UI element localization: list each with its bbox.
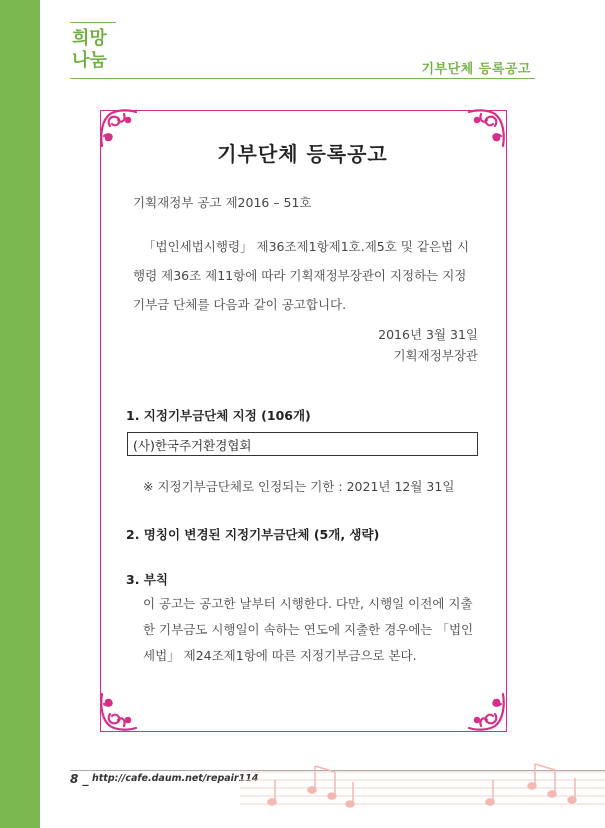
section-3-heading: 3. 부칙 [126,572,168,587]
notice-number: 기획재정부 공고 제2016 – 51호 [133,195,312,210]
notice-signer: 기획재정부장관 [393,348,478,363]
footer-url: http://cafe.daum.net/repair114 [92,773,259,784]
music-notes-decoration-icon [240,760,605,820]
validity-note: ※ 지정기부금단체로 인정되는 기한 : 2021년 12월 31일 [143,479,455,494]
brand-line-2: 나눔 [72,50,107,71]
header-top-line [70,22,116,23]
body-paragraph: 「법인세법시행령」 제36조제1항제1호.제5호 및 같은법 시행령 제36조 제11항에 따라 기획재정부장관이 지정하는 지정기부금 단체를 다음과 같이 공고합니다. [133,239,470,312]
notice-date: 2016년 3월 31일 [378,327,478,342]
brand-title [72,28,107,72]
section-2-heading: 2. 명칭이 변경된 지정기부금단체 (5개, 생략) [126,527,380,542]
page-number: 8 _ [70,772,89,786]
corner-ornament-icon [465,690,509,734]
section-1-heading: 1. 지정기부금단체 지정 (106개) [126,408,311,423]
organization-name: (사)한국주거환경협회 [133,438,252,453]
organization-box [127,432,478,456]
document-title: 기부단체 등록공고 [217,142,388,166]
corner-ornament-icon [96,690,140,734]
section-title: 기부단체 등록공고 [421,62,531,77]
brand-line-1: 희망 [72,28,107,49]
green-side-bar [0,0,40,828]
header-bottom-line [70,78,535,79]
section-3-body: 이 공고는 공고한 날부터 시행한다. 다만, 시행일 이전에 지출한 기부금도 시행일이 속하는 연도에 지출한 경우에는 「법인세법」 제24조제1항에 따른 지정기부금으로 본다. [143,596,474,663]
